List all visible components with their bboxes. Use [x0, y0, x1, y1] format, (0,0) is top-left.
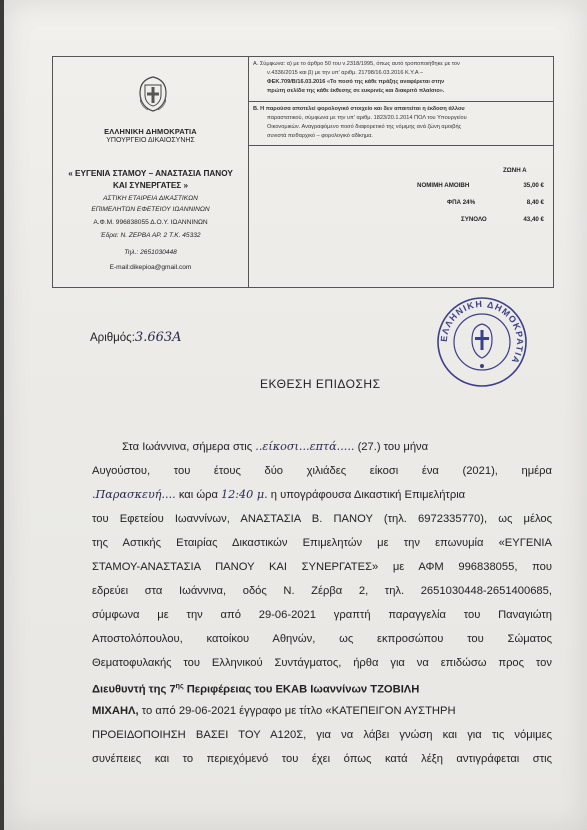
firm-email: E-mail:dikepioa@gmail.com — [109, 264, 192, 271]
legal-fee-label: ΝΟΜΙΜΗ ΑΜΟΙΒΗ — [417, 182, 470, 189]
zone-label: ΖΩΝΗ Α — [503, 167, 527, 174]
body-line-3: .Παρασκευή.... και ώρα 12:40 μ. η υπογράφουσα Δικαστική Επιμελήτρια — [92, 488, 466, 501]
issuer-block — [53, 57, 249, 287]
legal-fee-value: 35,00 € — [523, 182, 544, 189]
body-line-11: Διευθυντή της $7^{\eta\varsigma}$ Περιφέρειας του ΕΚΑΒ Ιωαννίνων ΤΖΟΒΙΛΗ — [92, 683, 420, 696]
body-line-8: σύμφωνα με την από 29-06-2021 γραπτή παραγγελία του Παναγιώτη — [92, 609, 552, 621]
note-a-line2: ν.4336/2015 και β) με την υπ' αριθμ. 21798/16.03.2016 Κ.Υ.Α – — [267, 70, 423, 76]
greek-emblem-icon — [136, 75, 170, 113]
document-number — [90, 330, 182, 345]
body-line-14: συνέπειες και το περιεχόμενό του έχει όπως κατά λέξη αντιγράφεται στις — [92, 753, 552, 765]
note-b-line3: Οικονομικών. Αναγραφόμενο ποσό διαφορετικό της νόμιμης ανά ζώνη αμοιβής — [267, 124, 462, 130]
legal-notes-block — [249, 57, 553, 287]
document-page — [4, 0, 587, 830]
firm-name-line2: ΚΑΙ ΣΥΝΕΡΓΑΤΕΣ » — [112, 181, 189, 190]
body-line-7: εδρεύει στα Ιωάννινα, οδός Ν. Ζέρβα 2, τηλ. 2651030448-2651400685, — [92, 585, 552, 597]
body-line-10: Θεματοφυλακής του Ελληνικού Συντάγματος, ήρθα για να επιδώσω προς τον — [92, 657, 552, 669]
note-b-line1: Β. Η παρούσα αποτελεί φορολογικό στοιχείο και δεν απαιτείται η έκδοση άλλου — [253, 106, 465, 112]
note-b-line4: συνιστά πειθαρχικό – φορολογικό αδίκημα. — [267, 133, 373, 139]
page-title: ΕΚΘΕΣΗ ΕΠΙΔΟΣΗΣ — [260, 377, 381, 391]
total-label: ΣΥΝΟΛΟ — [461, 216, 487, 223]
handwritten-day: ..είκοσι...επτά..... — [255, 440, 355, 453]
note-a-line4: πρώτη σελίδα της κάθε έκθεσης σε ευκρινές και διακριτό πλαίσιο». — [267, 88, 445, 94]
body-line-12: ΜΙΧΑΗΛ, το από 29-06-2021 έγγραφο με τίτλο «ΚΑΤΕΠΕΙΓΟΝ ΑΥΣΤΗΡΗ — [92, 705, 456, 717]
firm-description-line1: ΑΣΤΙΚΗ ΕΤΑΙΡΕΙΑ ΔΙΚΑΣΤΙΚΩΝ — [103, 195, 198, 202]
stamp-text: ΕΛΛΗΝΙΚΗ ΔΗΜΟΚΡΑΤΙΑ — [438, 298, 526, 366]
body-line-9: Αποστολόπουλου, κατοίκου Αθηνών, ως εκπροσώπου του Σώματος — [92, 633, 552, 645]
vat-label: ΦΠΑ 24% — [447, 199, 476, 206]
divider — [249, 145, 553, 146]
total-value: 43,40 € — [523, 216, 544, 223]
firm-afm: Α.Φ.Μ. 996838055 Δ.Ο.Υ. ΙΩΑΝΝΙΝΩΝ — [93, 219, 208, 226]
official-stamp-icon — [436, 296, 528, 388]
note-a-line1: Α. Σύμφωνα: α) με το άρθρο 50 του ν.2318/1995, όπως αυτό τροποποιήθηκε με τον — [253, 61, 460, 67]
body-line-1: Στα Ιωάννινα, σήμερα στις ..είκοσι...επτά..... (27.) του μήνα — [122, 440, 429, 453]
ministry-label: ΥΠΟΥΡΓΕΙΟ ΔΙΚΑΙΟΣΥΝΗΣ — [106, 137, 195, 144]
document-number-label: Αριθμός: — [90, 332, 135, 344]
handwritten-time: 12:40 μ. — [221, 488, 268, 501]
firm-name-line1: « ΕΥΓΕΝΙΑ ΣΤΑΜΟΥ – ΑΝΑΣΤΑΣΙΑ ΠΑΝΟΥ — [68, 169, 233, 178]
handwritten-weekday: .Παρασκευή.... — [92, 488, 176, 501]
firm-description-line2: ΕΠΙΜΕΛΗΤΩΝ ΕΦΕΤΕΙΟΥ ΙΩΑΝΝΙΝΩΝ — [91, 206, 210, 213]
republic-label: ΕΛΛΗΝΙΚΗ ΔΗΜΟΚΡΑΤΙΑ — [104, 127, 197, 136]
vat-value: 8,40 € — [526, 199, 544, 206]
body-line-2: Αυγούστου, του έτους δύο χιλιάδες είκοσι ένα (2021), ημέρα — [92, 465, 552, 477]
body-line-13: ΠΡΟΕΙΔΟΠΟΙΗΣΗ ΒΑΣΕΙ ΤΟΥ Α120Σ, για να λάβει γνώση και για τις νόμιμες — [92, 729, 552, 741]
body-line-4: του Εφετείου Ιωαννίνων, ΑΝΑΣΤΑΣΙΑ Β. ΠΑΝΟΥ (τηλ. 6972335770), ως μέλος — [92, 513, 552, 525]
body-line-6: ΣΤΑΜΟΥ-ΑΝΑΣΤΑΣΙΑ ΠΑΝΟΥ ΚΑΙ ΣΥΝΕΡΓΑΤΕΣ» με ΑΦΜ 996838055, που — [92, 561, 552, 573]
divider — [249, 101, 553, 102]
firm-phone: Τηλ.: 2651030448 — [124, 249, 177, 256]
document-number-value: 3.663Α — [134, 330, 182, 345]
firm-address: Έδρα: Ν. ΖΕΡΒΑ ΑΡ. 2 Τ.Κ. 45332 — [100, 232, 201, 239]
note-b-line2: παραστατικού, σύμφωνα με την υπ' αριθμ. 1823/20.1.2014 ΠΟΛ του Υπουργείου — [267, 115, 467, 121]
note-a-line3: ΦΕΚ.709/Β/16.03.2016 «Το ποσό της κάθε πράξης αναφέρεται στην — [267, 79, 445, 85]
header-box — [52, 56, 554, 288]
body-line-5: της Αστικής Εταιρίας Δικαστικών Επιμελητών με την επωνυμία «ΕΥΓΕΝΙΑ — [92, 537, 552, 549]
